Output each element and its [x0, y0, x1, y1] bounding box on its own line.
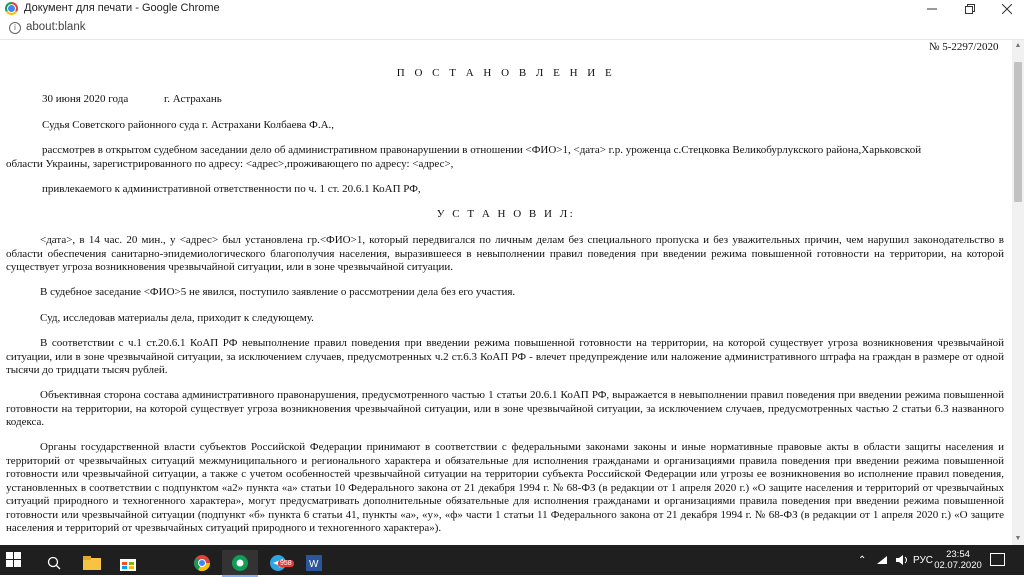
- network-icon[interactable]: [876, 545, 888, 575]
- taskbar: [0, 545, 1024, 575]
- established-heading: У С Т А Н О В И Л:: [436, 208, 576, 220]
- restore-icon: [965, 4, 975, 14]
- chrome-profile-icon[interactable]: [222, 550, 258, 577]
- judge-line: Судья Советского районного суда г. Астрахани Колбаева Ф.А.,: [42, 119, 335, 131]
- search-icon[interactable]: [36, 550, 72, 575]
- considered-line-2: области Украины, зарегистрированного по адресу: <адрес>,проживающего по адресу: <адрес>,: [6, 158, 454, 170]
- document-date: 30 июня 2020 года: [42, 93, 129, 105]
- paragraph: В соответствии с ч.1 ст.20.6.1 КоАП РФ невыполнение правил поведения при введении режима повышенной готовности на территории, на которой существует угроза возникновения чрезвычайной ситуации, или в зоне чрезвычайной ситуации, за исключением случаев, предусмотренных ч.2 ст.6.3 КоАП РФ - влечет предупреждение или наложение административного штрафа на граждан в размере от одной тысячи до тридцати тысяч рублей.: [6, 337, 1004, 376]
- paragraph: В судебное заседание <ФИО>5 не явился, поступило заявление о рассмотрении дела без его участия.: [40, 286, 516, 298]
- scroll-up-icon[interactable]: ▲: [1014, 42, 1022, 49]
- clock-time: 23:54: [946, 549, 970, 560]
- brought-line: привлекаемого к административной ответственности по ч. 1 ст. 20.6.1 КоАП РФ,: [42, 183, 421, 195]
- info-icon[interactable]: i: [9, 22, 21, 34]
- scroll-thumb[interactable]: [1014, 62, 1022, 202]
- telegram-icon[interactable]: [260, 550, 296, 575]
- svg-text:W: W: [309, 558, 319, 570]
- address-bar[interactable]: [0, 17, 1024, 40]
- paragraph: <дата>, в 14 час. 20 мин., у <адрес> был установлена гр.<ФИО>1, который передвигался по личным делам без специального пропуска и без уважительных причин, чем нарушил законодательство в области обеспечения санитарно-эпидемиологического благополучия населения, выразившееся в невыполнении правил поведения при введении режима повышенной готовности на территории, на которой существует угроза возникновения чрезвычайной ситуации, или в зоне чрезвычайной ситуации.: [6, 234, 1004, 273]
- volume-icon[interactable]: [896, 545, 908, 575]
- word-icon[interactable]: [296, 550, 332, 575]
- store-icon[interactable]: [110, 550, 146, 575]
- paragraph: Органы государственной власти субъектов Российской Федерации принимают в соответствии с федеральными законами законы и иные нормативные правовые акты в области защиты населения и территорий от чрезвычайных ситуаций межмуниципального и регионального характера и обязательные для исполнения гражданами и организациями правила поведения при введении режима повышенной готовности или чрезвычайной ситуации, а также с учетом особенностей чрезвычайной ситуации на территории субъекта Российской Федерации или угрозы ее возникновения во исполнение правил поведения, установленных в соответствии с подпунктом «а2» пункта «а» статьи 10 Федерального закона от 21 декабря 1994 г. № 68-ФЗ (в редакции от 1 апреля 2020 г.) «О защите населения и территорий от чрезвычайных ситуаций природного и техногенного характера», могут предусматривать дополнительные обязательные для исполнения гражданами и организациями правила поведения при введении режима повышенной готовности или чрезвычайной ситуации (подпункт «б» пункта 6 статьи 41, пункты «а», «у», «ф» части 1 статьи 11 Федерального закона от 21 декабря 1994 г. № 68-ФЗ (в редакции от 1 апреля 2020 г.) «О защите населения и территорий от чрезвычайных ситуаций природного и техногенного характера»).: [6, 441, 1004, 534]
- file-explorer-icon[interactable]: [74, 550, 110, 575]
- window-title-bar: [0, 0, 1024, 17]
- document-title: П О С Т А Н О В Л Е Н И Е: [396, 67, 616, 79]
- paragraph: Суд, исследовав материалы дела, приходит к следующему.: [40, 312, 314, 324]
- window-title: Документ для печати - Google Chrome: [24, 2, 220, 14]
- chrome-icon: [5, 2, 18, 15]
- tray-chevron-icon[interactable]: ⌃: [858, 554, 867, 566]
- clock[interactable]: [934, 549, 982, 571]
- considered-line-1: рассмотрев в открытом судебном заседании дело об административном правонарушении в отношении <ФИО>1, <дата> г.р. уроженца с.Стецковка Великобурлукского района,Харьковской: [42, 144, 922, 156]
- document-city: г. Астрахань: [164, 93, 222, 105]
- vertical-scrollbar[interactable]: [1012, 40, 1024, 545]
- paragraph: Объективная сторона состава административного правонарушения, предусмотренного частью 1 статьи 20.6.1 КоАП РФ, выражается в невыполнении правил поведения при введении режима повышенной готовности на территории, на которой существует угроза возникновения чрезвычайной ситуации, или в зоне чрезвычайной ситуации, за исключением случаев, предусмотренных частью 2 статьи 6.3 названного кодекса.: [6, 389, 1004, 428]
- clock-date: 02.07.2020: [934, 560, 982, 571]
- url-text[interactable]: about:blank: [26, 21, 86, 33]
- windows-icon[interactable]: [6, 552, 22, 568]
- case-number: № 5-2297/2020: [929, 41, 999, 53]
- close-button[interactable]: [985, 0, 1024, 17]
- chrome-icon[interactable]: [184, 550, 220, 575]
- close-icon: [1002, 4, 1012, 14]
- document-viewport[interactable]: [0, 40, 1012, 545]
- notification-icon[interactable]: [990, 553, 1005, 566]
- minimize-icon: [927, 4, 937, 14]
- language-indicator[interactable]: РУС: [913, 554, 934, 566]
- scroll-down-icon[interactable]: ▼: [1014, 535, 1022, 542]
- telegram-badge: 958: [280, 560, 292, 567]
